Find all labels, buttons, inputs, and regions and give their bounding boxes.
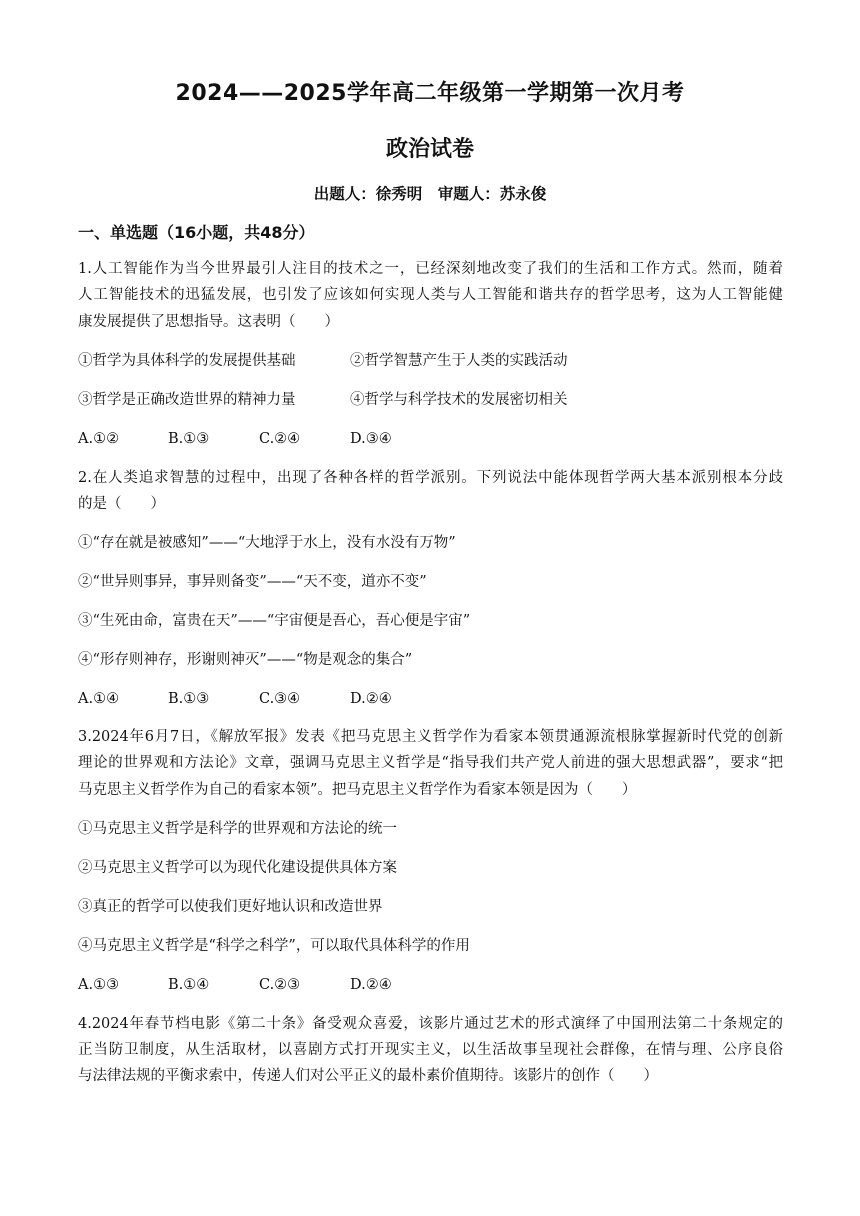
exam-title: 2024——2025学年高二年级第一学期第一次月考 <box>175 81 685 106</box>
q1-stem-line: 1.人工智能作为当今世界最引人注目的技术之一，已经深刻地改变了我们的生活和工作方式。然而，随着 <box>78 261 783 277</box>
q1-choice-a: A.①② <box>78 431 120 447</box>
q1-choice-b: B.①③ <box>168 431 210 447</box>
q2-item: ①“存在就是被感知”——“大地浮于水上，没有水没有万物” <box>78 535 456 551</box>
q2-choice-d: D.②④ <box>350 691 392 707</box>
q1-item: ②哲学智慧产生于人类的实践活动 <box>350 353 568 369</box>
section-heading: 一、单选题（16小题，共48分） <box>78 223 315 242</box>
q3-choice-c: C.②③ <box>259 977 301 993</box>
q2-choice-a: A.①④ <box>78 691 120 707</box>
q2-stem-line: 2.在人类追求智慧的过程中，出现了各种各样的哲学派别。下列说法中能体现哲学两大基本派别根本分歧 <box>78 470 783 486</box>
q4-stem-line: 4.2024年春节档电影《第二十条》备受观众喜爱，该影片通过艺术的形式演绎了中国刑法第二十条规定的 <box>78 1016 783 1032</box>
q1-item: ④哲学与科学技术的发展密切相关 <box>350 392 568 408</box>
q3-stem-line: 马克思主义哲学作为自己的看家本领”。把马克思主义哲学作为看家本领是因为（ ） <box>78 782 637 798</box>
q2-item: ③“生死由命，富贵在天”——“宇宙便是吾心，吾心便是宇宙” <box>78 613 471 629</box>
q2-choice-c: C.③④ <box>259 691 301 707</box>
q1-stem-line: 人工智能技术的迅猛发展，也引发了应该如何实现人类与人工智能和谐共存的哲学思考，这为人工智能健 <box>78 287 783 303</box>
exam-authors: 出题人：徐秀明 审题人：苏永俊 <box>313 185 547 203</box>
q3-item: ③真正的哲学可以使我们更好地认识和改造世界 <box>78 899 383 915</box>
q1-item: ③哲学是正确改造世界的精神力量 <box>78 392 296 408</box>
q3-choice-b: B.①④ <box>168 977 210 993</box>
q3-item: ①马克思主义哲学是科学的世界观和方法论的统一 <box>78 821 397 837</box>
q3-choice-a: A.①③ <box>78 977 120 993</box>
q3-item: ④马克思主义哲学是“科学之科学”，可以取代具体科学的作用 <box>78 938 470 954</box>
q1-choice-d: D.③④ <box>350 431 392 447</box>
q1-item: ①哲学为具体科学的发展提供基础 <box>78 353 296 369</box>
q3-item: ②马克思主义哲学可以为现代化建设提供具体方案 <box>78 860 397 876</box>
q1-choice-c: C.②④ <box>259 431 301 447</box>
q3-stem-line: 理论的世界观和方法论》文章，强调马克思主义哲学是“指导我们共产党人前进的强大思想武器”，要求“把 <box>78 755 784 771</box>
q3-choice-d: D.②④ <box>350 977 392 993</box>
q2-item: ②“世异则事异，事异则备变”——“天不变，道亦不变” <box>78 574 427 590</box>
q2-stem-line: 的是（ ） <box>78 496 165 512</box>
q2-item: ④“形存则神存，形谢则神灭”——“物是观念的集合” <box>78 652 413 668</box>
q1-stem-line: 康发展提供了思想指导。这表明（ ） <box>78 314 339 330</box>
q3-stem-line: 3.2024年6月7日，《解放军报》发表《把马克思主义哲学作为看家本领贯通源流根脉掌握新时代党的创新 <box>78 729 783 745</box>
q4-stem-line: 与法律法规的平衡求索中，传递人们对公平正义的最朴素价值期待。该影片的创作（ ） <box>78 1068 658 1084</box>
q2-choice-b: B.①③ <box>168 691 210 707</box>
exam-subject: 政治试卷 <box>385 137 474 162</box>
q4-stem-line: 正当防卫制度，从生活取材，以喜剧方式打开现实主义，以生活故事呈现社会群像，在情与理、公序良俗 <box>78 1042 783 1058</box>
